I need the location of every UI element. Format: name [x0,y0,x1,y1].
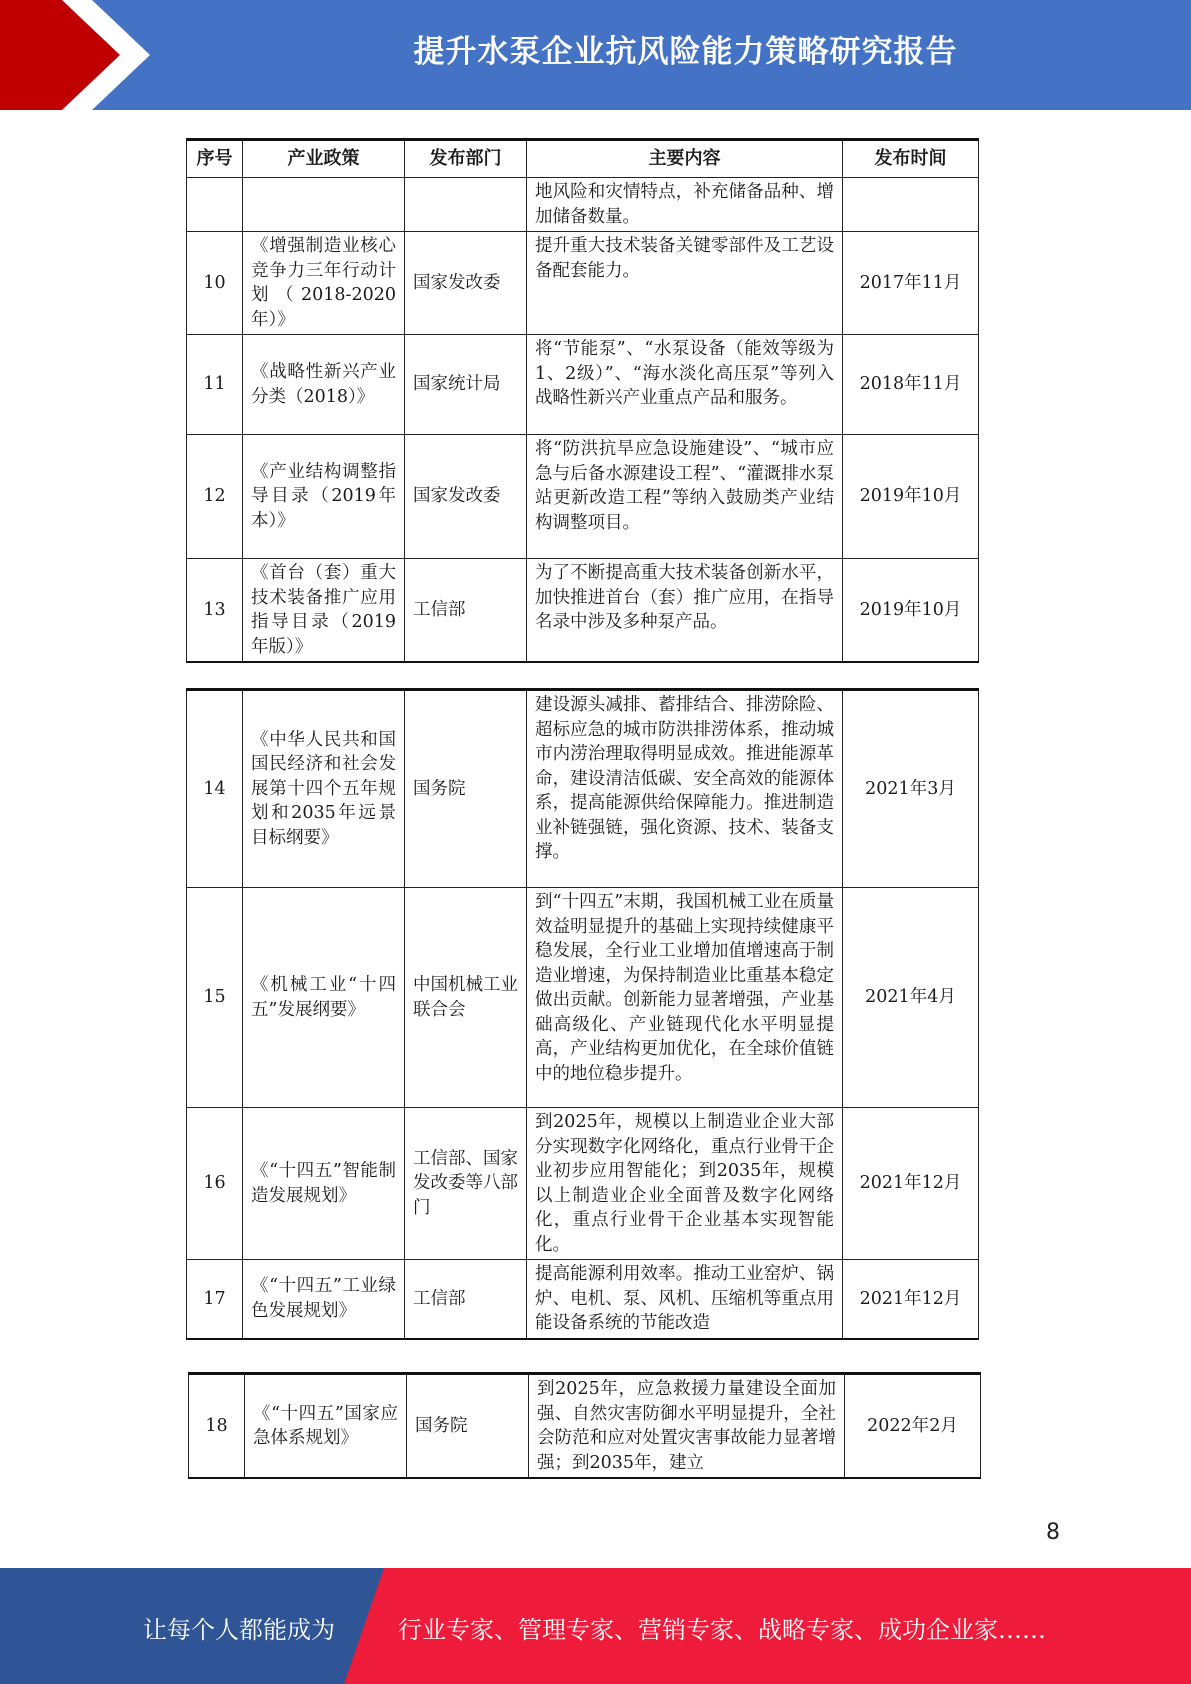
cell-department: 国家发改委 [405,435,527,559]
cell-policy: 《“十四五”工业绿色发展规划》 [243,1260,405,1339]
column-header-content: 主要内容 [527,140,843,178]
table-row [187,1108,979,1260]
cell-content: 建设源头减排、蓄排结合、排涝除险、超标应急的城市防洪排涝体系，推动城市内涝治理取得明显成效。推进能源革命，建设清洁低碳、安全高效的能源体系，提高能源供给保障能力。推进制造业补链强链，强化资源、技术、装备支撑。 [527,690,843,888]
cell-content: 到“十四五”末期，我国机械工业在质量效益明显提升的基础上实现持续健康平稳发展，全行业工业增加值增速高于制造业增速，为保持制造业比重基本稳定做出贡献。创新能力显著增强，产业基础高级化、产业链现代化水平明显提高，产业结构更加优化，在全球价值链中的地位稳步提升。 [527,888,843,1108]
cell-content: 到2025年，应急救援力量建设全面加强、自然灾害防御水平明显提升，全社会防范和应对处置灾害事故能力显著增强；到2035年，建立 [529,1374,845,1479]
policy-table-part-1 [186,138,979,663]
cell-department: 工信部 [405,1260,527,1339]
cell-date: 2019年10月 [843,435,979,559]
table-row-continuation [187,178,979,232]
table-row [187,888,979,1108]
cell-policy: 《战略性新兴产业分类（2018）》 [243,335,405,435]
cell-department: 国家统计局 [405,335,527,435]
cell-date: 2019年10月 [843,559,979,663]
cell-content: 到2025年，规模以上制造业企业大部分实现数字化网络化，重点行业骨干企业初步应用智能化；到2035年，规模以上制造业企业全面普及数字化网络化，重点行业骨干企业基本实现智能化。 [527,1108,843,1260]
cell-date: 2021年3月 [843,690,979,888]
cell-no: 18 [189,1374,245,1479]
table-row [189,1374,981,1479]
cell-date: 2021年4月 [843,888,979,1108]
cell-policy: 《“十四五”智能制造发展规划》 [243,1108,405,1260]
cell-policy: 《增强制造业核心竞争力三年行动计划（2018-2020年）》 [243,232,405,335]
cell-policy [243,178,405,232]
table-row [187,690,979,888]
cell-policy: 《中华人民共和国国民经济和社会发展第十四个五年规划和2035年远景目标纲要》 [243,690,405,888]
cell-policy: 《首台（套）重大技术装备推广应用指导目录（2019年版）》 [243,559,405,663]
column-header-date: 发布时间 [843,140,979,178]
cell-no: 17 [187,1260,243,1339]
policy-table-part-3 [188,1372,981,1479]
column-header-no: 序号 [187,140,243,178]
page-number: 8 [1046,1520,1060,1545]
cell-date: 2022年2月 [845,1374,981,1479]
table-row [187,232,979,335]
cell-no: 14 [187,690,243,888]
table-row [187,1260,979,1339]
table-row [187,335,979,435]
cell-department: 国务院 [407,1374,529,1479]
cell-department: 国家发改委 [405,232,527,335]
cell-date: 2021年12月 [843,1108,979,1260]
column-header-department: 发布部门 [405,140,527,178]
cell-content: 提升重大技术装备关键零部件及工艺设备配套能力。 [527,232,843,335]
cell-no: 13 [187,559,243,663]
cell-content: 提高能源利用效率。推动工业窑炉、锅炉、电机、泵、风机、压缩机等重点用能设备系统的节能改造 [527,1260,843,1339]
cell-department: 工信部、国家发改委等八部门 [405,1108,527,1260]
cell-no: 15 [187,888,243,1108]
table-row [187,559,979,663]
footer-slogan-left: 让每个人都能成为 [143,1616,335,1644]
policy-table-part-2 [186,688,979,1340]
cell-no: 12 [187,435,243,559]
cell-content: 为了不断提高重大技术装备创新水平，加快推进首台（套）推广应用，在指导名录中涉及多种泵产品。 [527,559,843,663]
cell-policy: 《产业结构调整指导目录（2019年本）》 [243,435,405,559]
column-header-policy: 产业政策 [243,140,405,178]
cell-content: 将“节能泵”、“水泵设备（能效等级为1、2级）”、“海水淡化高压泵”等列入战略性新兴产业重点产品和服务。 [527,335,843,435]
cell-date [843,178,979,232]
cell-content: 地风险和灾情特点，补充储备品种、增加储备数量。 [527,178,843,232]
footer-slogan-right: 行业专家、管理专家、营销专家、战略专家、成功企业家…… [398,1616,1046,1644]
cell-date: 2018年11月 [843,335,979,435]
report-title: 提升水泵企业抗风险能力策略研究报告 [413,34,958,70]
cell-no: 16 [187,1108,243,1260]
page-footer [0,1568,1191,1684]
table-header-row [187,140,979,178]
table-row [187,435,979,559]
cell-no: 10 [187,232,243,335]
cell-date: 2021年12月 [843,1260,979,1339]
cell-no: 11 [187,335,243,435]
cell-date: 2017年11月 [843,232,979,335]
cell-department: 国务院 [405,690,527,888]
cell-content: 将“防洪抗旱应急设施建设”、“城市应急与后备水源建设工程”、“灌溉排水泵站更新改造工程”等纳入鼓励类产业结构调整项目。 [527,435,843,559]
cell-department: 中国机械工业联合会 [405,888,527,1108]
cell-department: 工信部 [405,559,527,663]
cell-no [187,178,243,232]
cell-department [405,178,527,232]
cell-policy: 《机械工业“十四五”发展纲要》 [243,888,405,1108]
cell-policy: 《“十四五”国家应急体系规划》 [245,1374,407,1479]
page-header [0,0,1191,110]
